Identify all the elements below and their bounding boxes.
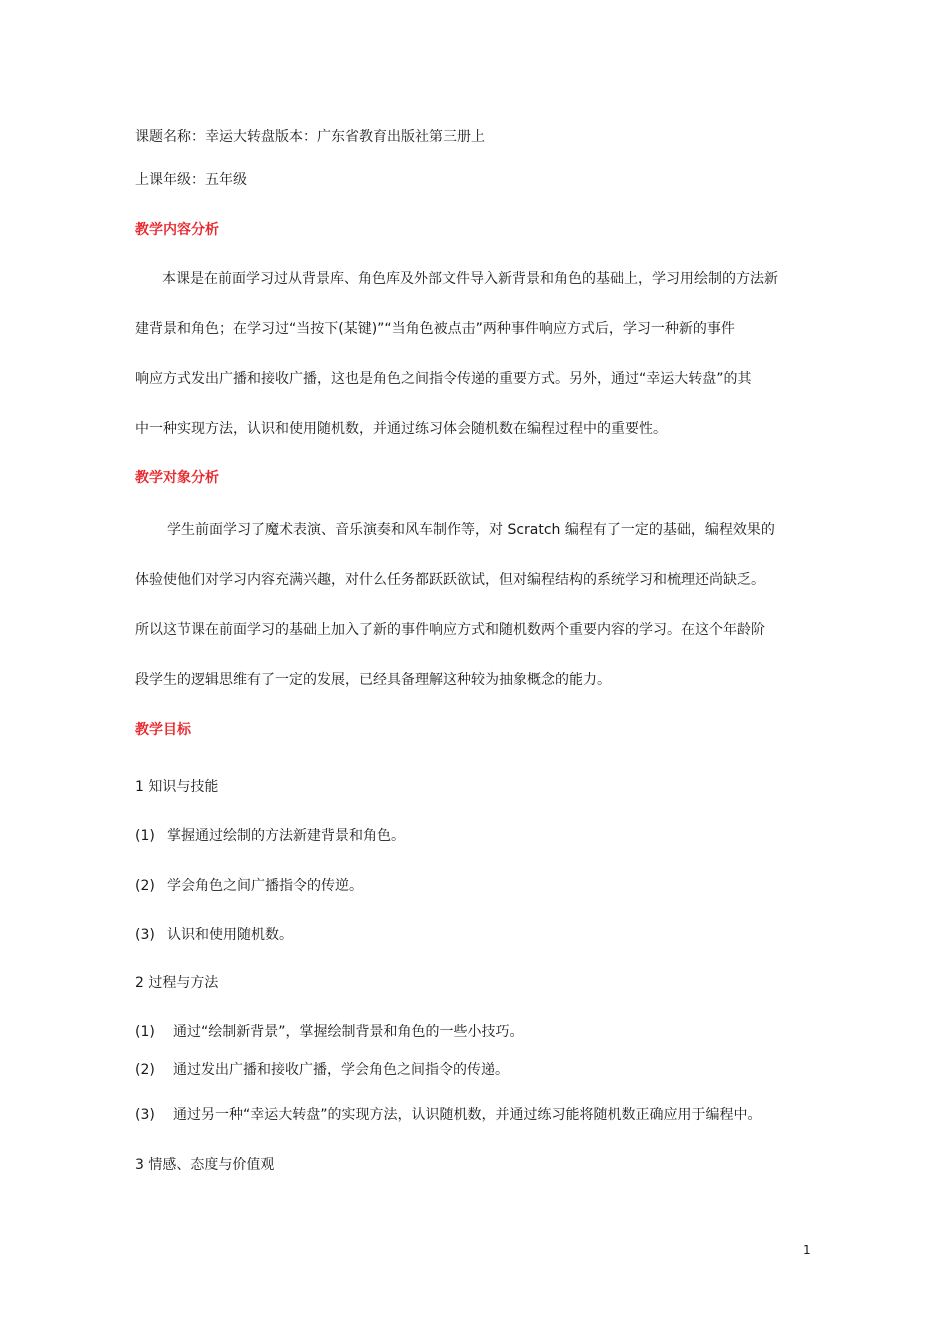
content-analysis-line-4: 中一种实现方法，认识和使用随机数，并通过练习体会随机数在编程过程中的重要性。: [135, 421, 667, 437]
knowledge-skills-title: 1 知识与技能: [135, 779, 219, 795]
process-item-2-text: 通过发出广播和接收广播，学会角色之间指令的传递。: [173, 1062, 509, 1078]
attitude-values-title: 3 情感、态度与价值观: [135, 1157, 275, 1173]
grade-line: 上课年级：五年级: [135, 172, 247, 188]
process-item-3-text: 通过另一种“幸运大转盘”的实现方法，认识随机数，并通过练习能将随机数正确应用于编程中。: [173, 1107, 762, 1123]
process-item-2: [135, 1060, 509, 1080]
student-analysis-line-1: 学生前面学习了魔术表演、音乐演奏和风车制作等，对 Scratch 编程有了一定的基础，编程效果的: [167, 522, 775, 538]
student-analysis-heading: 教学对象分析: [135, 470, 219, 486]
content-analysis-line-1: 本课是在前面学习过从背景库、角色库及外部文件导入新背景和角色的基础上，学习用绘制的方法新: [162, 271, 778, 287]
knowledge-item-1: [135, 826, 405, 846]
content-analysis-line-2: 建背景和角色；在学习过“当按下(某键)”“当角色被点击”两种事件响应方式后，学习一种新的事件: [135, 321, 735, 337]
process-item-3: [135, 1105, 762, 1125]
knowledge-item-3: [135, 925, 293, 945]
student-analysis-line-4: 段学生的逻辑思维有了一定的发展，已经具备理解这种较为抽象概念的能力。: [135, 672, 611, 688]
process-item-2-num: (2): [135, 1062, 155, 1078]
knowledge-item-1-text: 掌握通过绘制的方法新建背景和角色。: [167, 828, 405, 844]
page-number: 1: [803, 1243, 811, 1257]
course-title-line: 课题名称：幸运大转盘版本：广东省教育出版社第三册上: [135, 129, 485, 145]
process-item-1: [135, 1022, 524, 1042]
goals-heading: 教学目标: [135, 722, 191, 738]
knowledge-item-2-num: (2): [135, 878, 155, 894]
process-item-1-text: 通过“绘制新背景”，掌握绘制背景和角色的一些小技巧。: [173, 1024, 524, 1040]
knowledge-item-3-text: 认识和使用随机数。: [167, 927, 293, 943]
student-analysis-line-3: 所以这节课在前面学习的基础上加入了新的事件响应方式和随机数两个重要内容的学习。在这个年龄阶: [135, 622, 765, 638]
process-item-3-num: (3): [135, 1107, 155, 1123]
content-analysis-heading: 教学内容分析: [135, 222, 219, 238]
knowledge-item-1-num: (1): [135, 828, 155, 844]
process-item-1-num: (1): [135, 1024, 155, 1040]
process-methods-title: 2 过程与方法: [135, 975, 219, 991]
knowledge-item-3-num: (3): [135, 927, 155, 943]
student-analysis-line-2: 体验使他们对学习内容充满兴趣，对什么任务都跃跃欲试，但对编程结构的系统学习和梳理还尚缺乏。: [135, 572, 765, 588]
knowledge-item-2-text: 学会角色之间广播指令的传逆。: [167, 878, 363, 894]
content-analysis-line-3: 响应方式发出广播和接收广播，这也是角色之间指令传递的重要方式。另外，通过“幸运大转盘”的其: [135, 371, 752, 387]
knowledge-item-2: [135, 876, 363, 896]
